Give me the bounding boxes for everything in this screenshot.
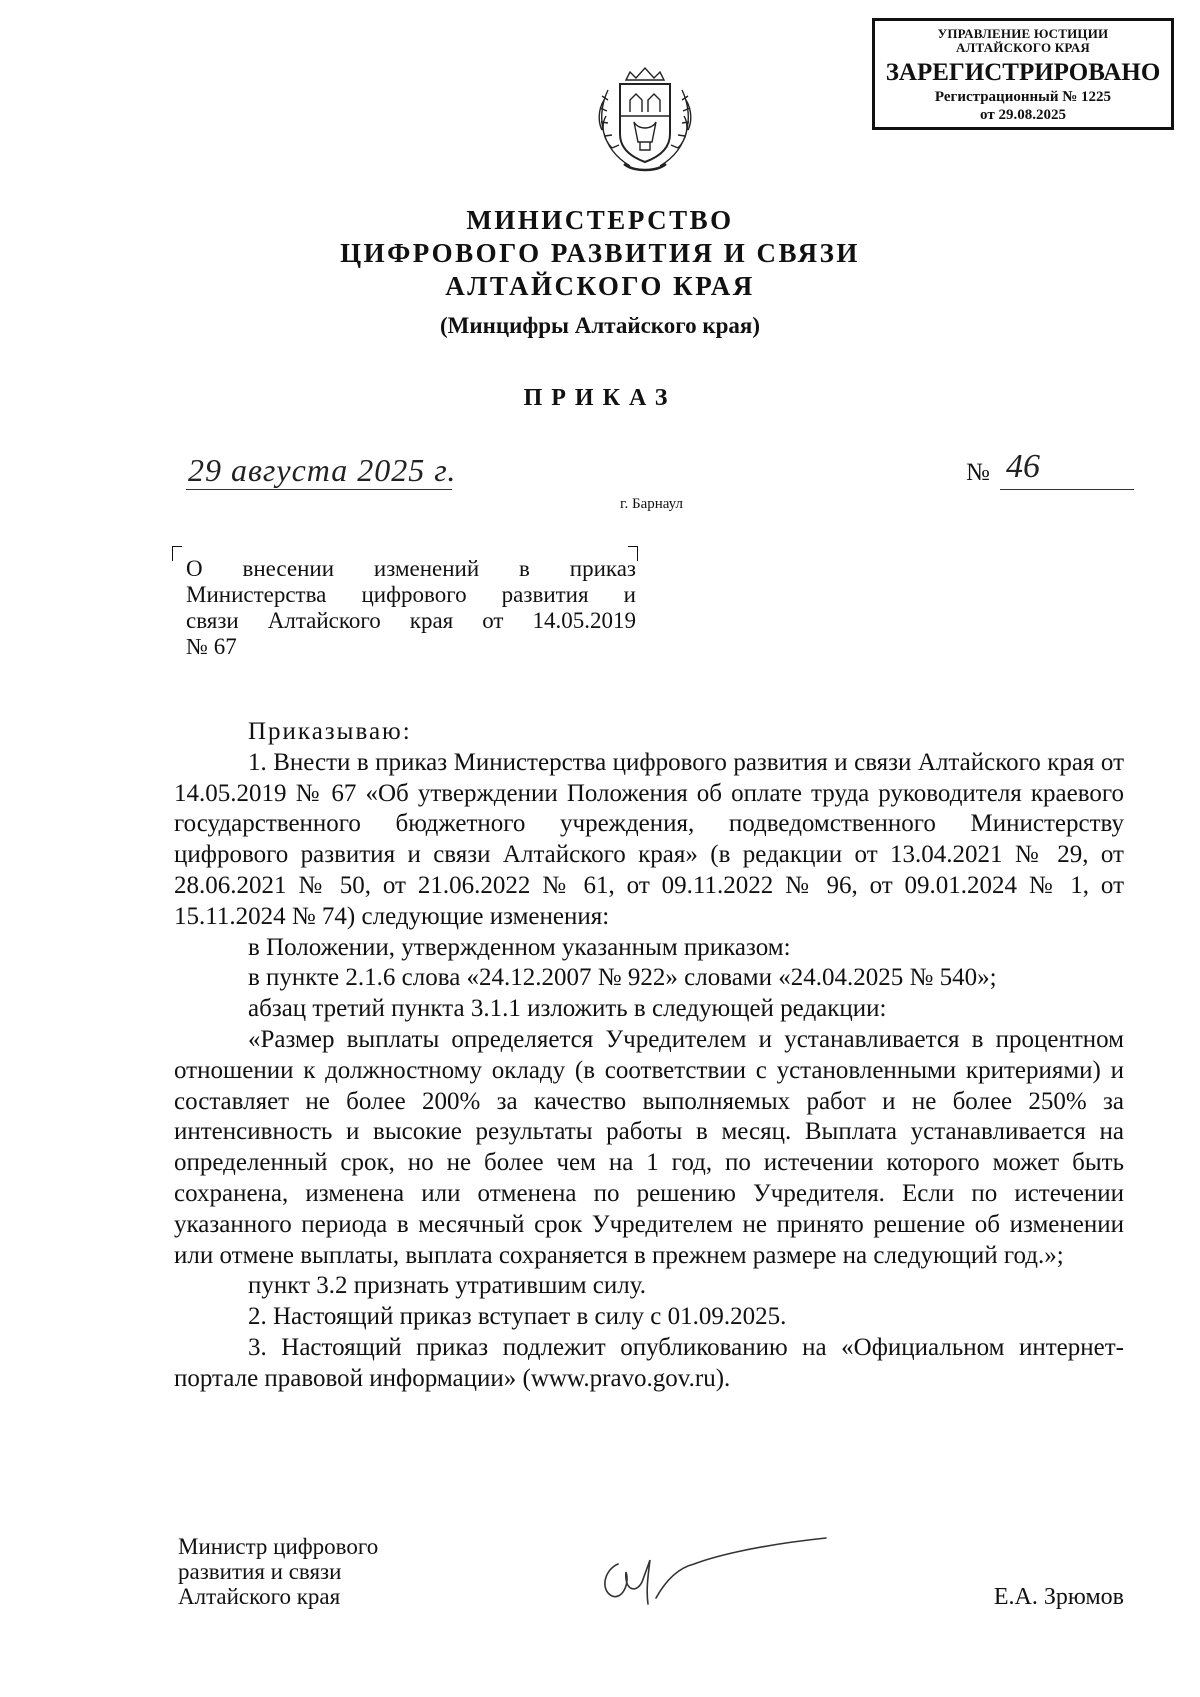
ministry-line-1: МИНИСТЕРСТВО — [466, 205, 734, 235]
handwritten-signature-icon — [590, 1524, 850, 1614]
stamp-reg-date: от 29.08.2025 — [980, 107, 1066, 123]
subject-corner-left — [172, 546, 182, 561]
paragraph-2: в Положении, утвержденном указанным приказом: — [248, 933, 791, 961]
handwritten-number: 46 — [1006, 448, 1040, 485]
signatory-name: Е.А. Зрюмов — [993, 1584, 1124, 1610]
ministry-line-3: АЛТАЙСКОГО КРАЯ — [445, 271, 755, 301]
stamp-authority: УПРАВЛЕНИЕ ЮСТИЦИИ — [937, 26, 1109, 41]
paragraph-3: в пункте 2.1.6 слова «24.12.2007 № 922» словами «24.04.2025 № 540»; — [248, 964, 997, 992]
paragraph-7: 2. Настоящий приказ вступает в силу с 01.09.2025. — [248, 1303, 787, 1331]
document-body — [174, 717, 1124, 1395]
stamp-status: ЗАРЕГИСТРИРОВАНО — [885, 59, 1161, 86]
signatory-title — [178, 1534, 378, 1609]
stamp-reg-number: Регистрационный № 1225 — [934, 89, 1112, 105]
handwritten-date: 29 августа 2025 г. — [188, 452, 457, 488]
document-type: ПРИКАЗ — [523, 385, 677, 411]
subject-line-3: связи Алтайского края от 14.05.2019 — [186, 608, 636, 633]
coat-of-arms-icon — [590, 60, 700, 176]
document-subject — [186, 556, 636, 660]
paragraph-1: 1. Внести в приказ Министерства цифрового развития и связи Алтайского края от 14.05.2019 № 67 «Об утверждении Положения об оплате труда руководителя краевого государственного бюджетного учреждения, подведомственного Министерству цифрового развития и связи Алтайского края» (в редакции от 13.04.2021 № 29, от 28.06.2021 № 50, от 21.06.2022 № 61, от 09.11.2022 № 96, от 09.01.2024 № 1, от 15.11.2024 № 74) следующие изменения: — [174, 748, 1124, 930]
subject-line-2: Министерства цифрового развития и — [186, 582, 636, 607]
order-word: Приказываю: — [248, 718, 412, 745]
ministry-short-name: (Минцифры Алтайского края) — [439, 313, 761, 338]
ministry-name — [0, 204, 1200, 303]
ministry-line-2: ЦИФРОВОГО РАЗВИТИЯ И СВЯЗИ — [340, 238, 860, 268]
paragraph-5: «Размер выплаты определяется Учредителем и устанавливается в процентном отношении к должностному окладу (в соответствии с установленными критериями) и составляет не более 200% за качество выполняемых работ и не более 250% за интенсивность и высокие результаты работы в месяц. Выплата устанавливается на определенный срок, но не более чем на 1 год, по истечении которого может быть сохранена, изменена или отменена по решению Учредителя. Если по истечении указанного периода в месячный срок Учредителем не принято решение об изменении или отмене выплаты, выплата сохраняется в прежнем размере на следующий год.»; — [174, 1025, 1124, 1269]
number-sign: № — [966, 459, 990, 486]
registration-stamp — [872, 18, 1174, 130]
signatory-title-line-2: развития и связи — [178, 1559, 342, 1584]
subject-line-4: № 67 — [186, 634, 237, 659]
subject-line-1: О внесении изменений в приказ — [186, 556, 636, 581]
signatory-title-line-1: Министр цифрового — [178, 1534, 379, 1559]
city: г. Барнаул — [620, 496, 683, 512]
stamp-region: АЛТАЙСКОГО КРАЯ — [956, 40, 1090, 55]
paragraph-4: абзац третий пункта 3.1.1 изложить в следующей редакции: — [248, 995, 887, 1023]
date-underline — [186, 489, 452, 490]
paragraph-8: 3. Настоящий приказ подлежит опубликованию на «Официальном интернет-портале правовой информации» (www.pravo.gov.ru). — [174, 1333, 1124, 1392]
number-underline — [1000, 489, 1134, 490]
signatory-title-line-3: Алтайского края — [178, 1584, 341, 1609]
paragraph-6: пункт 3.2 признать утратившим силу. — [248, 1272, 646, 1300]
